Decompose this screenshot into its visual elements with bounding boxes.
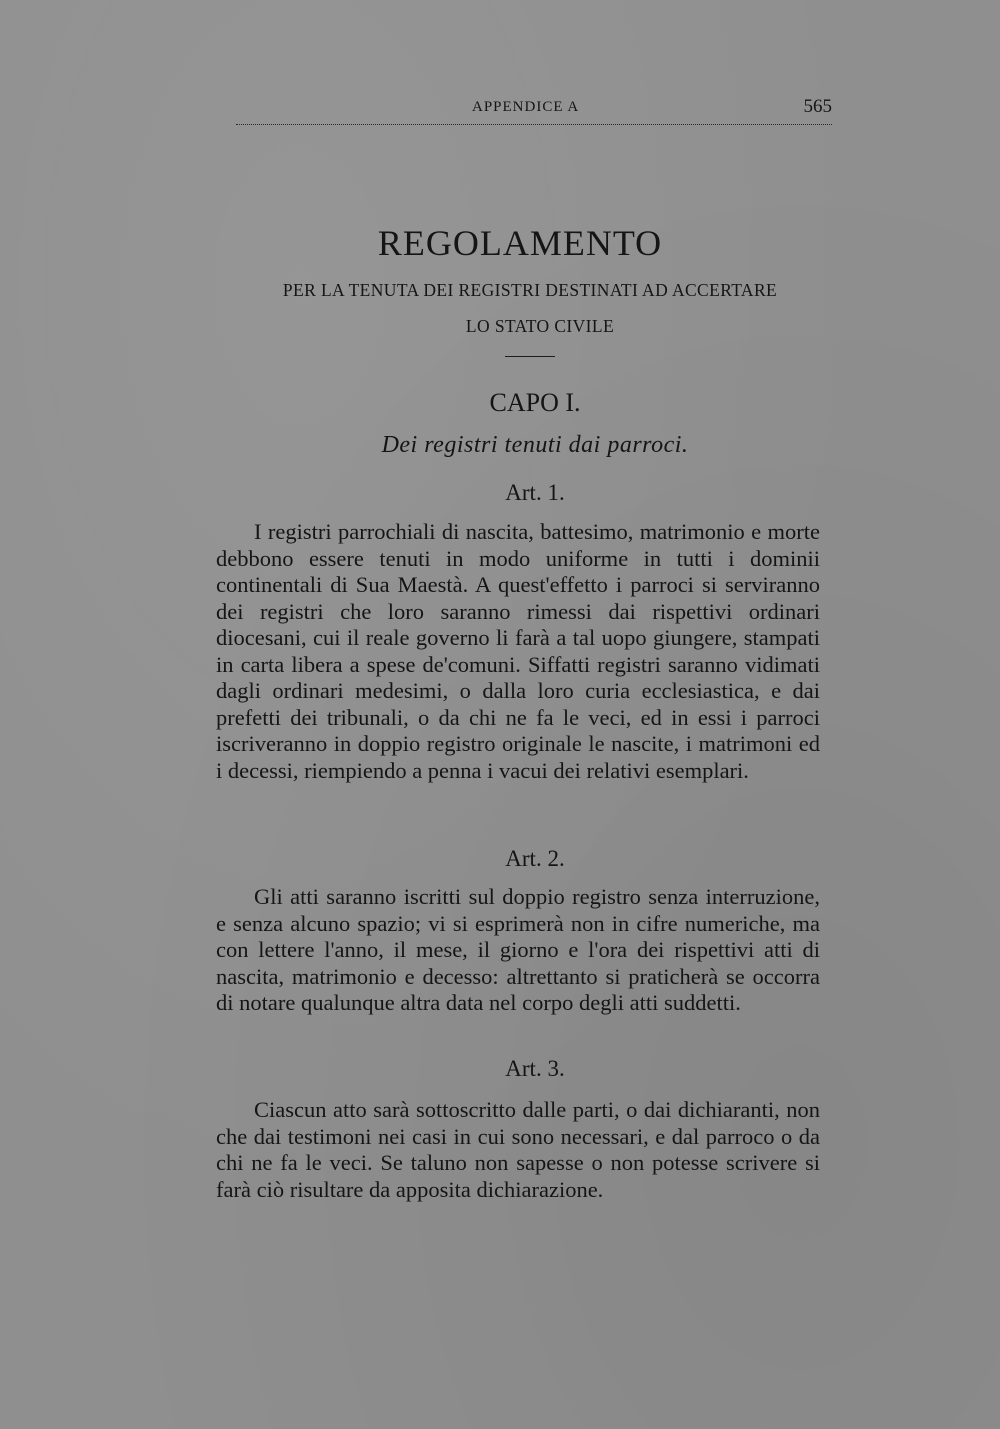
- document-subtitle-line-1: PER LA TENUTA DEI REGISTRI DESTINATI AD ACCERTARE: [282, 280, 778, 300]
- document-title: REGOLAMENTO: [377, 223, 663, 263]
- chapter-subtitle: Dei registri tenuti dai parroci.: [381, 432, 689, 458]
- article-2-text: Gli atti saranno iscritti sul doppio registro senza interruzione, e senza alcuno spazio; vi si esprimerà non in cifre numeriche, ma con lettere l'anno, il mese, il giorno e l'ora dei rispettivi atti di nascita, matrimonio e decesso: altrettanto si praticherà se occorra di notare qualunque altra data nel corpo degli atti suddetti.: [216, 884, 820, 1015]
- article-3-text: Ciascun atto sarà sottoscritto dalle parti, o dai dichiaranti, non che dai testimoni nei casi in cui sono necessari, e dal parroco o da chi ne fa le veci. Se taluno non sapesse o non potesse scrivere si farà ciò risultare da apposita dichiarazione.: [216, 1097, 820, 1202]
- running-header: [236, 96, 832, 125]
- article-1-text: I registri parrochiali di nascita, battesimo, matrimonio e morte debbono essere tenuti in modo uniforme in tutti i dominii continentali di Sua Maestà. A quest'effetto i parroci si serviranno dei registri che loro saranno rimessi dai rispettivi ordinari diocesani, cui il reale governo li farà a tal uopo giungere, stampati in carta libera a spese de'comuni. Siffatti registri saranno vidimati dagli ordinari medesimi, o dalla loro curia ecclesiastica, e dai prefetti dei tribunali, o da chi ne fa le veci, ed in essi i parroci iscriveranno in doppio registro originale le nascite, i matrimoni ed i decessi, riempiendo a penna i vacui dei relativi esemplari.: [216, 519, 820, 783]
- article-2-heading: Art. 2.: [505, 846, 565, 871]
- article-3-heading: Art. 3.: [505, 1056, 565, 1081]
- article-1-heading: Art. 1.: [505, 480, 565, 505]
- title-divider: [505, 356, 555, 357]
- running-title: APPENDICE A: [472, 99, 580, 115]
- chapter-heading: CAPO I.: [489, 388, 581, 417]
- page-number: 565: [803, 96, 832, 117]
- document-subtitle-line-2: LO STATO CIVILE: [465, 316, 615, 336]
